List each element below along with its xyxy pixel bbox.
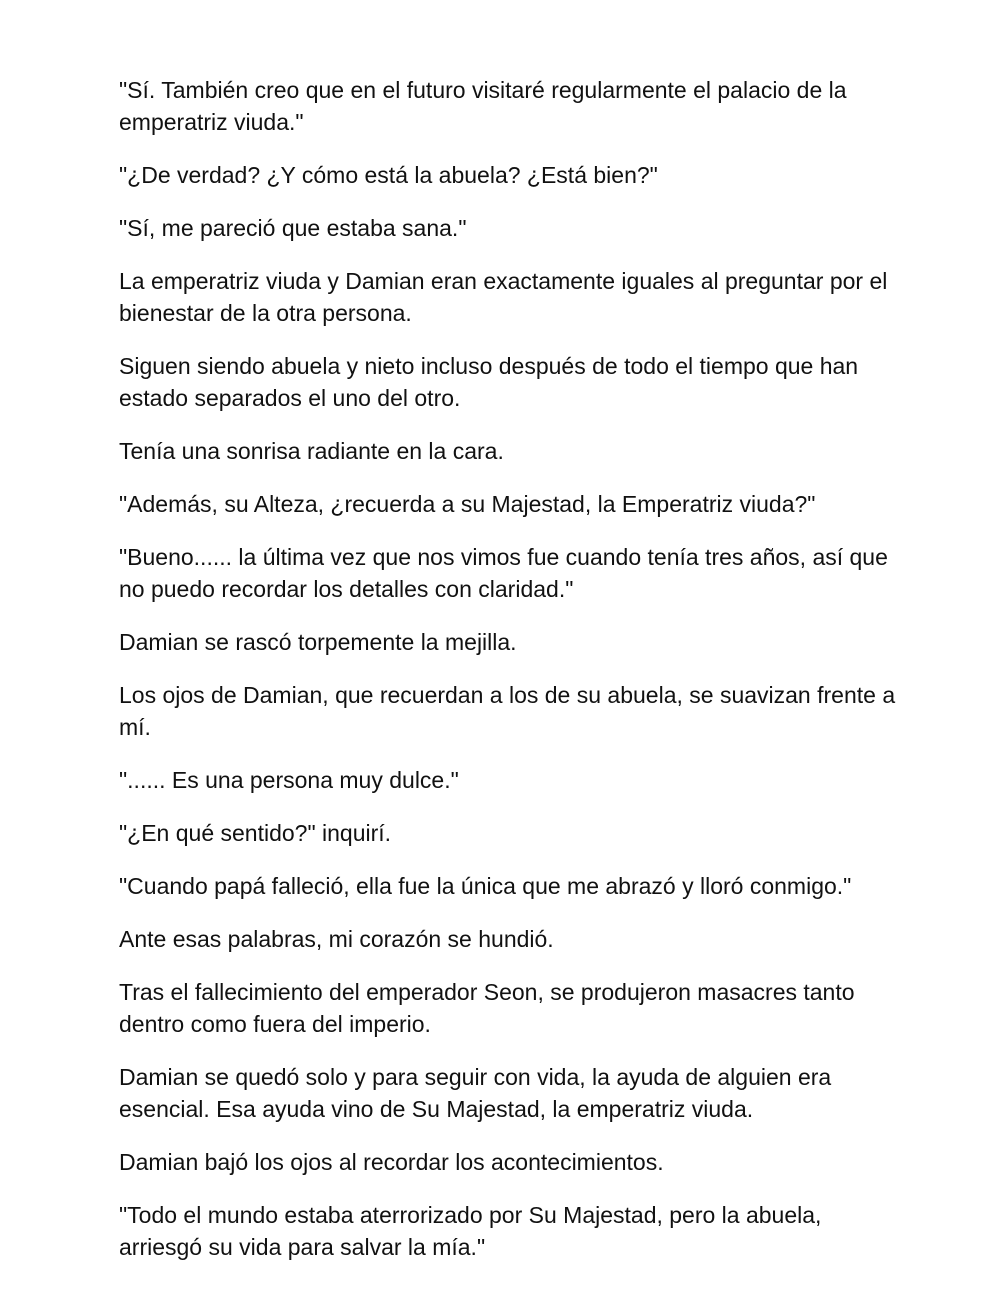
paragraph: "Todo el mundo estaba aterrorizado por Su Majestad, pero la abuela, arriesgó su vida para salvar la mía." — [119, 1202, 822, 1260]
paragraph: Damian bajó los ojos al recordar los acontecimientos. — [119, 1149, 664, 1175]
paragraph: "Cuando papá falleció, ella fue la única que me abrazó y lloró conmigo." — [119, 873, 852, 899]
paragraph: Damian se quedó solo y para seguir con vida, la ayuda de alguien era esencial. Esa ayuda vino de Su Majestad, la emperatriz viuda. — [119, 1064, 832, 1122]
paragraph: "Sí, me pareció que estaba sana." — [119, 215, 467, 241]
paragraph: Tenía una sonrisa radiante en la cara. — [119, 438, 504, 464]
paragraph: La emperatriz viuda y Damian eran exactamente iguales al preguntar por el bienestar de la otra persona. — [119, 268, 888, 326]
paragraph: "Además, su Alteza, ¿recuerda a su Majestad, la Emperatriz viuda?" — [119, 491, 816, 517]
paragraph: "Bueno...... la última vez que nos vimos fue cuando tenía tres años, así que no puedo recordar los detalles con claridad." — [119, 544, 888, 602]
paragraph: "Sí. También creo que en el futuro visitaré regularmente el palacio de la emperatriz viuda." — [119, 77, 847, 135]
paragraph: Tras el fallecimiento del emperador Seon, se produjeron masacres tanto dentro como fuera del imperio. — [119, 979, 855, 1037]
paragraph: "...... Es una persona muy dulce." — [119, 767, 459, 793]
paragraph: "¿En qué sentido?" inquirí. — [119, 820, 392, 846]
paragraph: "¿De verdad? ¿Y cómo está la abuela? ¿Está bien?" — [119, 162, 658, 188]
paragraph: Los ojos de Damian, que recuerdan a los de su abuela, se suavizan frente a mí. — [119, 682, 896, 740]
paragraph: Siguen siendo abuela y nieto incluso después de todo el tiempo que han estado separados el uno del otro. — [119, 353, 859, 411]
paragraph: Damian se rascó torpemente la mejilla. — [119, 629, 517, 655]
paragraph: Ante esas palabras, mi corazón se hundió. — [119, 926, 554, 952]
